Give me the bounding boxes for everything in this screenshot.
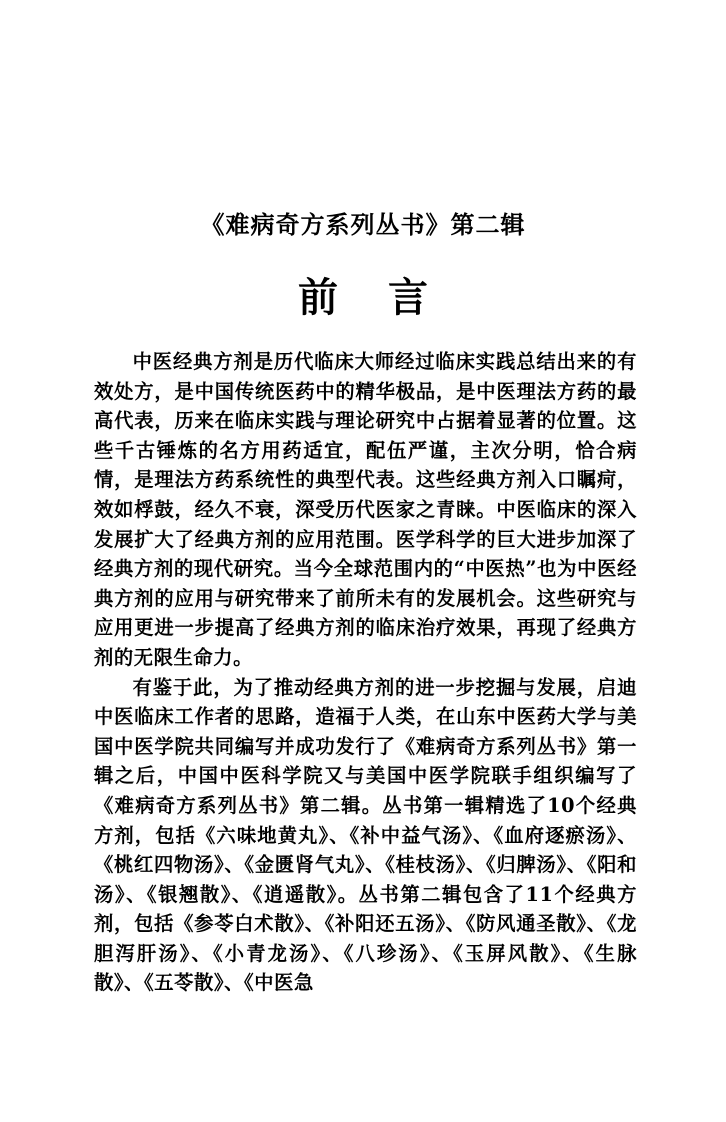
paragraph: 中医经典方剂是历代临床大师经过临床实践总结出来的有效处方，是中国传统医药中的精华极品，是中医理法方药的最高代表，历来在临床实践与理论研究中占据着显著的位置。这些千古锤炼的名方用药适宜，配伍严谨，主次分明，恰合病情，是理法方药系统性的典型代表。这些经典方剂入口瞩疴，效如桴鼓，经久不衰，深受历代医家之青睐。中医临床的深入发展扩大了经典方剂的应用范围。医学科学的巨大进步加深了经典方剂的现代研究。当今全球范围内的“中医热”也为中医经典方剂的应用与研究带来了前所未有的发展机会。这些研究与应用更进一步提高了经典方剂的临床治疗效果，再现了经典方剂的无限生命力。	[94, 350, 637, 669]
series-title: 《难病奇方系列丛书》第二辑	[200, 211, 526, 239]
preface-body	[94, 347, 637, 998]
paragraph: 有鉴于此，为了推动经典方剂的进一步挖掘与发展，启迪中医临床工作者的思路，造福于人类，在山东中医药大学与美国中医学院共同编写并成功发行了《难病奇方系列丛书》第一辑之后，中国中医科学院又与美国中医学院联手组织编写了《难病奇方系列丛书》第二辑。丛书第一辑精选了10个经典方剂，包括《六味地黄丸》、《补中益气汤》、《血府逐瘀汤》、《桃红四物汤》、《金匮肾气丸》、《桂枝汤》、《归脾汤》、《阳和汤》、《银翘散》、《逍遥散》。丛书第二辑包含了11个经典方剂，包括《参苓白术散》、《补阳还五汤》、《防风通圣散》、《龙胆泻肝汤》、《小青龙汤》、《八珍汤》、《玉屏风散》、《生脉散》、《五苓散》、《中医急	[94, 675, 637, 995]
heading-char-2: 言	[388, 275, 428, 321]
preface-heading	[0, 272, 726, 324]
heading-char-1: 前	[298, 275, 338, 321]
